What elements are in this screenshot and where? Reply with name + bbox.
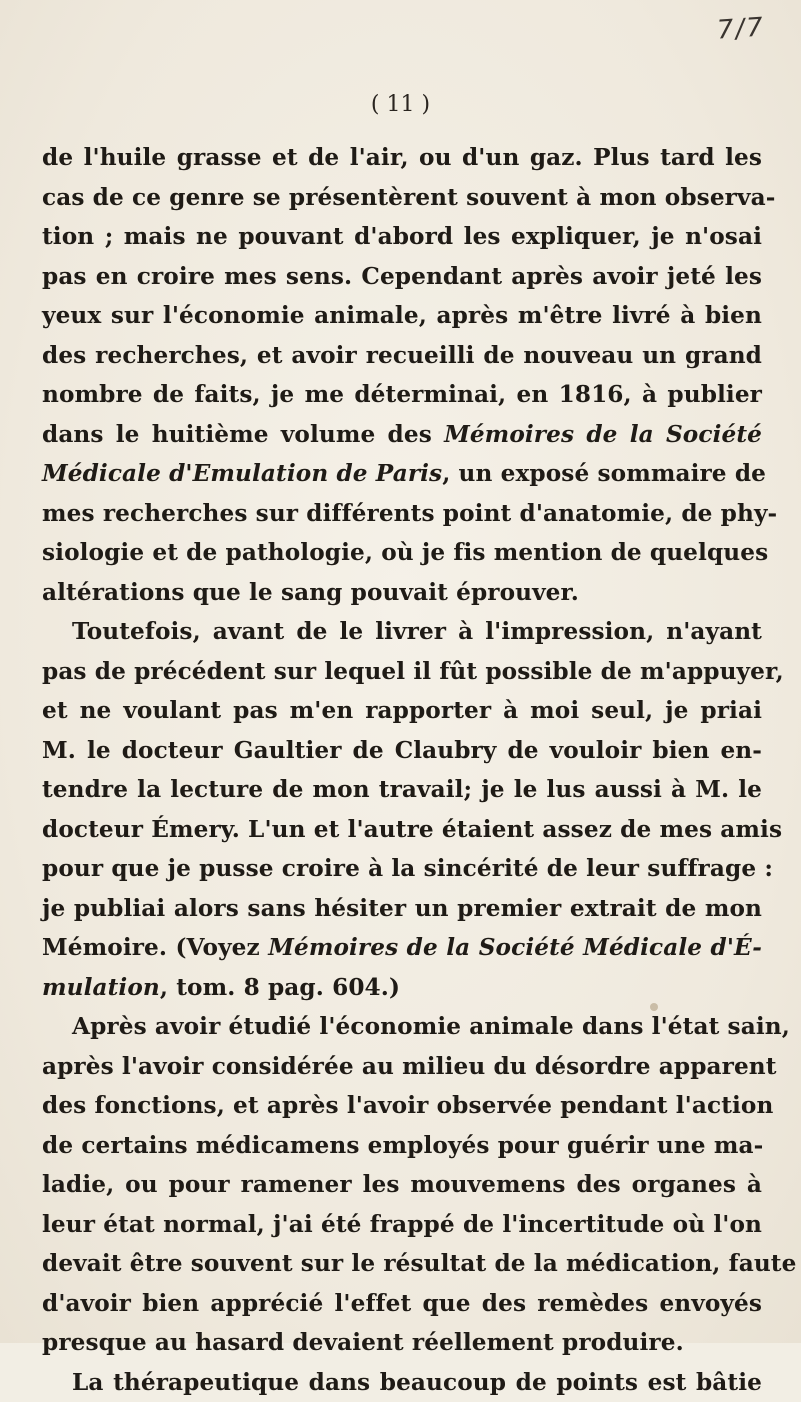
text-line <box>42 849 762 889</box>
text-run: presque au hasard devaient réellement produire. <box>42 1329 684 1356</box>
text-line <box>42 770 762 810</box>
text-run: pas en croire mes sens. Cependant après avoir jeté les <box>42 263 762 290</box>
text-run: je publiai alors sans hésiter un premier extrait de mon <box>42 895 762 922</box>
handwritten-page-mark: 7/7 <box>716 12 766 45</box>
text-line <box>42 691 762 731</box>
text-line <box>42 1047 762 1087</box>
text-run: , un exposé sommaire de <box>442 460 766 487</box>
italic-text: Mémoires de la Société <box>444 421 762 448</box>
text-line <box>42 731 762 771</box>
text-line <box>42 928 762 968</box>
text-line <box>42 494 762 534</box>
text-line <box>42 1205 762 1245</box>
text-run: après l'avoir considérée au milieu du désordre apparent <box>42 1053 777 1080</box>
text-line <box>42 889 762 929</box>
text-line <box>42 533 762 573</box>
text-run: de l'huile grasse et de l'air, ou d'un gaz. Plus tard les <box>42 144 762 171</box>
text-run: nombre de faits, je me déterminai, en 1816, à publier <box>42 381 762 408</box>
text-run: des recherches, et avoir recueilli de nouveau un grand <box>42 342 762 369</box>
text-line <box>42 810 762 850</box>
italic-text: Médicale d'Emulation de Paris <box>42 460 442 487</box>
text-run: Mémoire. (Voyez <box>42 934 268 961</box>
text-line <box>42 296 762 336</box>
text-run: tendre la lecture de mon travail; je le lus aussi à M. le <box>42 776 762 803</box>
text-run: pas de précédent sur lequel il fût possible de m'appuyer, <box>42 658 784 685</box>
text-line <box>42 1284 762 1324</box>
text-run: dans le huitième volume des <box>42 421 444 448</box>
text-line <box>42 257 762 297</box>
text-line <box>42 968 762 1008</box>
text-run: leur état normal, j'ai été frappé de l'incertitude où l'on <box>42 1211 762 1238</box>
text-run: M. le docteur Gaultier de Claubry de vouloir bien en- <box>42 737 762 764</box>
text-line <box>42 1165 762 1205</box>
italic-text: mulation <box>42 974 160 1001</box>
text-run: docteur Émery. L'un et l'autre étaient assez de mes amis <box>42 816 782 843</box>
text-line <box>42 138 762 178</box>
text-line <box>42 612 762 652</box>
text-run: pour que je pusse croire à la sincérité de leur suffrage : <box>42 855 773 882</box>
text-line <box>42 1126 762 1166</box>
text-run: devait être souvent sur le résultat de la médication, faute <box>42 1250 796 1277</box>
text-line <box>42 573 762 613</box>
text-line <box>42 415 762 455</box>
text-run: yeux sur l'économie animale, après m'être livré à bien <box>42 302 762 329</box>
text-line <box>42 375 762 415</box>
text-line <box>42 178 762 218</box>
text-run: tion ; mais ne pouvant d'abord les expliquer, je n'osai <box>42 223 762 250</box>
text-run: de certains médicamens employés pour guérir une ma- <box>42 1132 763 1159</box>
text-run: Après avoir étudié l'économie animale dans l'état sain, <box>72 1013 790 1040</box>
text-run: d'avoir bien apprécié l'effet que des remèdes envoyés <box>42 1290 762 1317</box>
body-text <box>42 138 762 1402</box>
text-run: et ne voulant pas m'en rapporter à moi seul, je priai <box>42 697 762 724</box>
text-line <box>42 336 762 376</box>
text-run: , tom. 8 pag. 604.) <box>160 974 400 1001</box>
text-run: cas de ce genre se présentèrent souvent à mon observa- <box>42 184 775 211</box>
text-line <box>42 454 762 494</box>
text-line <box>42 1363 762 1402</box>
text-line <box>42 1244 762 1284</box>
text-run: ladie, ou pour ramener les mouvemens des organes à <box>42 1171 762 1198</box>
text-run: des fonctions, et après l'avoir observée pendant l'action <box>42 1092 773 1119</box>
text-line <box>42 652 762 692</box>
text-line <box>42 1007 762 1047</box>
text-line <box>42 217 762 257</box>
text-line <box>42 1086 762 1126</box>
paper-stain <box>650 1003 658 1011</box>
text-run: mes recherches sur différents point d'anatomie, de phy- <box>42 500 777 527</box>
text-run: siologie et de pathologie, où je fis mention de quelques <box>42 539 768 566</box>
page-number: ( 11 ) <box>0 92 801 117</box>
text-run: altérations que le sang pouvait éprouver. <box>42 579 579 606</box>
text-run: Toutefois, avant de le livrer à l'impression, n'ayant <box>72 618 762 645</box>
text-run: La thérapeutique dans beaucoup de points est bâtie <box>72 1369 762 1396</box>
italic-text: Mémoires de la Société Médicale d'É- <box>268 934 762 961</box>
